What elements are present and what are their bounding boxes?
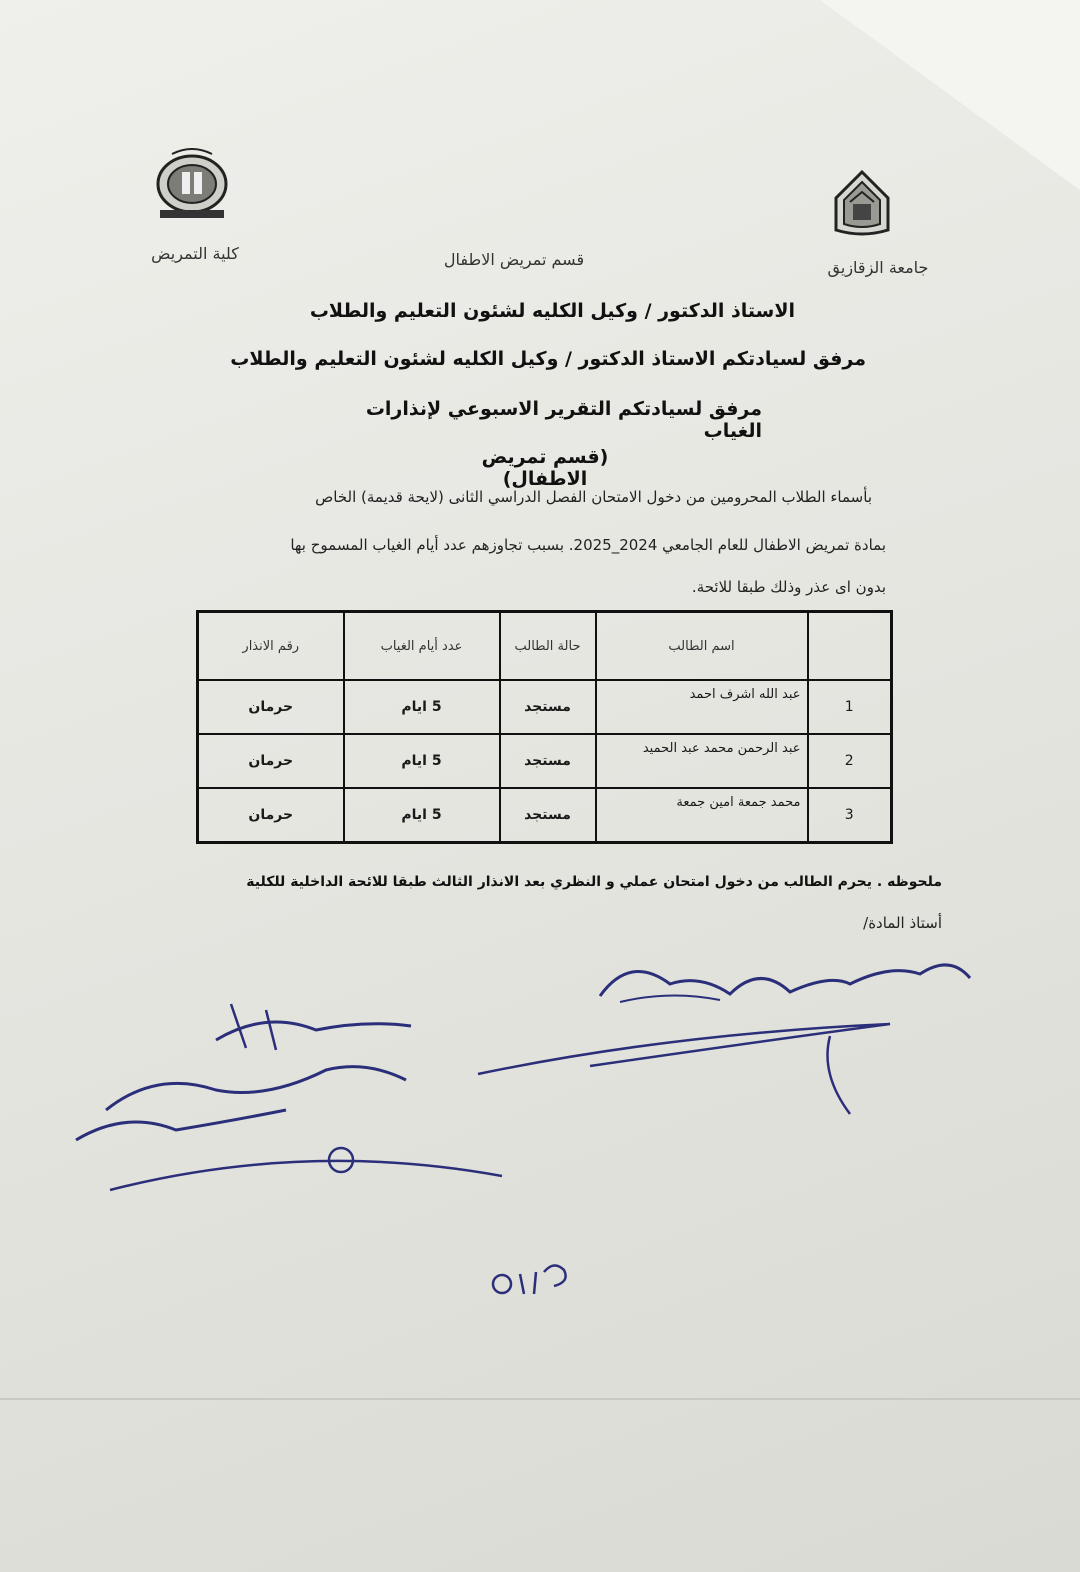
header-student-status: حالة الطالب bbox=[500, 612, 596, 681]
student-name: محمد جمعة امين جمعة bbox=[596, 788, 808, 843]
department-name: قسم تمريض الاطفال bbox=[443, 250, 585, 269]
student-status: مستجد bbox=[500, 680, 596, 734]
table-row bbox=[198, 680, 892, 734]
intro-line-3: بدون اى عذر وذلك طبقا للائحة. bbox=[691, 578, 886, 596]
university-logo bbox=[826, 168, 898, 240]
university-name: جامعة الزقازيق bbox=[827, 258, 929, 277]
table-header-row bbox=[198, 612, 892, 681]
handwritten-date bbox=[484, 1256, 584, 1302]
attachment-title: مرفق لسيادتكم الاستاذ الدكتور / وكيل الكليه لشئون التعليم والطلاب bbox=[230, 348, 866, 370]
handwritten-signature-right bbox=[470, 944, 990, 1124]
paper-fold-line bbox=[0, 1398, 1080, 1400]
absence-days: 5 ايام bbox=[344, 734, 500, 788]
signature-label: أستاذ المادة/ bbox=[863, 914, 942, 932]
students-table bbox=[196, 610, 893, 844]
faculty-name: كلية التمريض bbox=[151, 244, 239, 263]
header-student-name: اسم الطالب bbox=[596, 612, 808, 681]
header-warning-number: رقم الانذار bbox=[198, 612, 344, 681]
student-status: مستجد bbox=[500, 734, 596, 788]
report-title: مرفق لسيادتكم التقرير الاسبوعي لإنذارات الغياب bbox=[365, 398, 762, 442]
addressee-title: الاستاذ الدكتور / وكيل الكليه لشئون التعليم والطلاب bbox=[309, 300, 795, 322]
regulation-note: ملحوظه . يحرم الطالب من دخول امتحان عملي و النظري بعد الانذار الثالث طبقا للائحة الداخلية للكلية bbox=[246, 874, 942, 890]
student-name: عبد الله اشرف احمد bbox=[596, 680, 808, 734]
student-name: عبد الرحمن محمد عبد الحميد bbox=[596, 734, 808, 788]
table-row bbox=[198, 788, 892, 843]
warning-number: حرمان bbox=[198, 680, 344, 734]
intro-line-2: بمادة تمريض الاطفال للعام الجامعي 2024_2025. بسبب تجاوزهم عدد أيام الغياب المسموح بها bbox=[290, 536, 886, 554]
warning-number: حرمان bbox=[198, 734, 344, 788]
header-absence-days: عدد أيام الغياب bbox=[344, 612, 500, 681]
table-row bbox=[198, 734, 892, 788]
row-index: 3 bbox=[808, 788, 892, 843]
department-heading: (قسم تمريض الاطفال) bbox=[481, 446, 609, 490]
row-index: 1 bbox=[808, 680, 892, 734]
page-corner-fold bbox=[820, 0, 1080, 190]
faculty-logo bbox=[152, 148, 232, 224]
absence-days: 5 ايام bbox=[344, 788, 500, 843]
intro-line-1: بأسماء الطلاب المحرومين من دخول الامتحان الفصل الدراسي الثانى (لايحة قديمة) الخاص bbox=[315, 488, 872, 506]
warning-number: حرمان bbox=[198, 788, 344, 843]
header-index bbox=[808, 612, 892, 681]
handwritten-signature-left bbox=[66, 990, 516, 1200]
student-status: مستجد bbox=[500, 788, 596, 843]
row-index: 2 bbox=[808, 734, 892, 788]
absence-days: 5 ايام bbox=[344, 680, 500, 734]
